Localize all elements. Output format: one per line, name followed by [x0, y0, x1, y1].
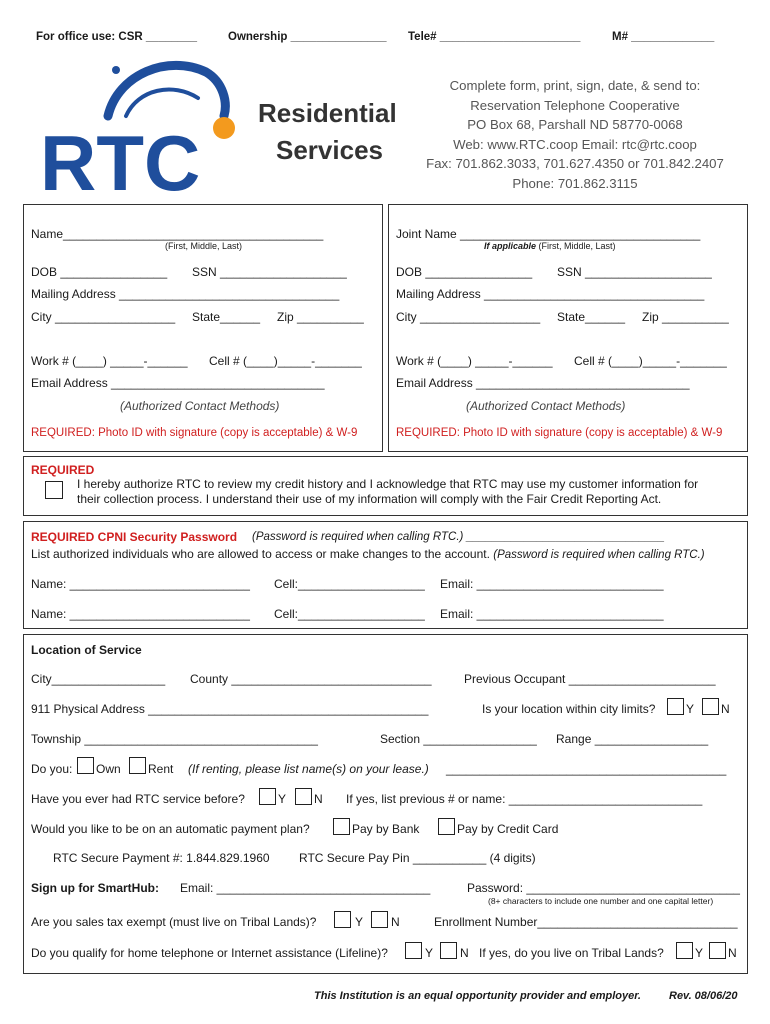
tribal-lands-yes-label: Y	[695, 946, 704, 960]
own-label: Own	[96, 762, 121, 776]
tax-exempt-yes-checkbox[interactable]	[334, 911, 351, 928]
applicant-email-field[interactable]: Email Address ________________________________	[31, 376, 325, 390]
service-heading: Location of Service	[31, 643, 142, 657]
prior-service-yes-label: Y	[278, 792, 287, 806]
equal-opportunity-statement: This Institution is an equal opportunity provider and employer.	[314, 990, 641, 1002]
applicant-city-field[interactable]: City __________________	[31, 310, 176, 324]
prior-service-question: Have you ever had RTC service before?	[31, 792, 245, 806]
contact-line6: Phone: 701.862.3115	[512, 175, 638, 191]
office-tele-field[interactable]: Tele# ______________________	[408, 31, 581, 43]
cpni-heading: REQUIRED CPNI Security Password	[31, 530, 238, 544]
office-csr-field[interactable]: For office use: CSR ________	[36, 31, 198, 43]
credit-text-line1: I hereby authorize RTC to review my credit history and I acknowledge that RTC may use my customer information for	[77, 477, 699, 491]
secure-pay-pin-field[interactable]: RTC Secure Pay Pin ___________ (4 digits)	[299, 851, 536, 865]
lifeline-yes-checkbox[interactable]	[405, 942, 422, 959]
cpni-email-field-1[interactable]: Email: ____________________________	[440, 577, 664, 591]
cpni-name-field-1[interactable]: Name: ___________________________	[31, 577, 250, 591]
pay-by-card-label: Pay by Credit Card	[457, 822, 559, 836]
joint-city-field[interactable]: City __________________	[396, 310, 541, 324]
auto-pay-question: Would you like to be on an automatic payment plan?	[31, 822, 310, 836]
cpni-email-field-2[interactable]: Email: ____________________________	[440, 607, 664, 621]
contact-line4: Web: www.RTC.coop Email: rtc@rtc.coop	[453, 136, 697, 152]
cpni-cell-field-1[interactable]: Cell:___________________	[274, 577, 425, 591]
joint-zip-field[interactable]: Zip __________	[642, 310, 729, 324]
joint-state-field[interactable]: State______	[557, 310, 626, 324]
cpni-name-field-2[interactable]: Name: ___________________________	[31, 607, 250, 621]
joint-ssn-field[interactable]: SSN ___________________	[557, 265, 712, 279]
title-line2: Services	[276, 135, 383, 165]
credit-heading: REQUIRED	[31, 463, 95, 477]
tax-exempt-no-checkbox[interactable]	[371, 911, 388, 928]
office-m-field[interactable]: M# _____________	[612, 31, 715, 43]
contact-line2: Reservation Telephone Cooperative	[470, 97, 680, 113]
tribal-lands-no-label: N	[728, 946, 737, 960]
township-field[interactable]: Township ___________________________________	[31, 732, 318, 746]
revision-date: Rev. 08/06/20	[669, 990, 738, 1002]
smarthub-label: Sign up for SmartHub:	[31, 881, 159, 895]
service-city-field[interactable]: City_________________	[31, 672, 166, 686]
joint-name-hint: If applicable (First, Middle, Last)	[484, 241, 616, 251]
prior-service-yes-checkbox[interactable]	[259, 788, 276, 805]
office-ownership-field[interactable]: Ownership _______________	[228, 31, 387, 43]
joint-cell-field[interactable]: Cell # (____)_____-_______	[574, 354, 727, 368]
applicant-name-field[interactable]: Name_______________________________________	[31, 227, 324, 241]
applicant-zip-field[interactable]: Zip __________	[277, 310, 364, 324]
joint-work-field[interactable]: Work # (____) _____-______	[396, 354, 553, 368]
smarthub-email-field[interactable]: Email: ________________________________	[180, 881, 431, 895]
applicant-cell-field[interactable]: Cell # (____)_____-_______	[209, 354, 362, 368]
rent-note: (If renting, please list name(s) on your lease.)	[188, 762, 429, 776]
prior-service-no-checkbox[interactable]	[295, 788, 312, 805]
tribal-lands-question: If yes, do you live on Tribal Lands?	[479, 946, 664, 960]
secure-payment-number: RTC Secure Payment #: 1.844.829.1960	[53, 851, 270, 865]
city-limits-yes-label: Y	[686, 702, 695, 716]
rtc-logo	[38, 54, 248, 196]
contact-line3: PO Box 68, Parshall ND 58770-0068	[467, 117, 683, 132]
section-field[interactable]: Section _________________	[380, 732, 537, 746]
applicant-dob-field[interactable]: DOB ________________	[31, 265, 168, 279]
do-you-label: Do you:	[31, 762, 73, 776]
prior-service-no-label: N	[314, 792, 323, 806]
rent-checkbox[interactable]	[129, 757, 146, 774]
tax-exempt-no-label: N	[391, 915, 400, 929]
logo-text: RTC	[40, 119, 201, 196]
applicant-authorized-note: (Authorized Contact Methods)	[120, 399, 280, 413]
pay-by-bank-label: Pay by Bank	[352, 822, 420, 836]
tax-exempt-yes-label: Y	[355, 915, 364, 929]
password-hint: (8+ characters to include one number and one capital letter)	[488, 896, 714, 906]
service-county-field[interactable]: County ______________________________	[190, 672, 432, 686]
rent-label: Rent	[148, 762, 174, 776]
credit-authorize-checkbox[interactable]	[45, 481, 63, 499]
applicant-state-field[interactable]: State______	[192, 310, 261, 324]
city-limits-question: Is your location within city limits?	[482, 702, 656, 716]
contact-line5: Fax: 701.862.3033, 701.627.4350 or 701.842.2407	[426, 156, 724, 171]
contact-line1: Complete form, print, sign, date, & send to:	[449, 78, 701, 93]
joint-authorized-note: (Authorized Contact Methods)	[466, 399, 626, 413]
smarthub-password-field[interactable]: Password: ________________________________	[467, 881, 740, 895]
lifeline-no-label: N	[460, 946, 469, 960]
city-limits-yes-checkbox[interactable]	[667, 698, 684, 715]
joint-required-note: REQUIRED: Photo ID with signature (copy is acceptable) & W-9	[396, 427, 723, 439]
previous-number-field[interactable]: If yes, list previous # or name: _____________________________	[346, 792, 703, 806]
city-limits-no-checkbox[interactable]	[702, 698, 719, 715]
applicant-name-hint: (First, Middle, Last)	[165, 241, 243, 251]
applicant-ssn-field[interactable]: SSN ___________________	[192, 265, 347, 279]
physical-address-field[interactable]: 911 Physical Address __________________________________________	[31, 702, 429, 716]
enrollment-number-field[interactable]: Enrollment Number______________________________	[434, 915, 738, 929]
own-checkbox[interactable]	[77, 757, 94, 774]
applicant-work-field[interactable]: Work # (____) _____-______	[31, 354, 188, 368]
joint-name-field[interactable]: Joint Name ____________________________________	[396, 227, 701, 241]
tax-exempt-question: Are you sales tax exempt (must live on Tribal Lands)?	[31, 915, 317, 929]
title-line1: Residential	[258, 98, 397, 128]
tribal-lands-yes-checkbox[interactable]	[676, 942, 693, 959]
cpni-password-field[interactable]: (Password is required when calling RTC.) _______________________________	[252, 531, 665, 543]
previous-occupant-field[interactable]: Previous Occupant ______________________	[464, 672, 716, 686]
lifeline-question: Do you qualify for home telephone or Internet assistance (Lifeline)?	[31, 946, 388, 960]
credit-text-line2: their collection process. I understand their use of my information will comply with the Fair Credit Reporting Act.	[77, 492, 662, 506]
applicant-mailing-field[interactable]: Mailing Address _________________________________	[31, 287, 340, 301]
cpni-cell-field-2[interactable]: Cell:___________________	[274, 607, 425, 621]
lease-names-field[interactable]: __________________________________________	[446, 762, 727, 776]
joint-dob-field[interactable]: DOB ________________	[396, 265, 533, 279]
joint-mailing-field[interactable]: Mailing Address _________________________________	[396, 287, 705, 301]
range-field[interactable]: Range _________________	[556, 732, 709, 746]
city-limits-no-label: N	[721, 702, 730, 716]
lifeline-yes-label: Y	[425, 946, 434, 960]
cpni-list-text: List authorized individuals who are allowed to access or make changes to the account. (Password is required when calling RTC.)	[31, 547, 705, 561]
contact-block	[405, 76, 745, 193]
joint-email-field[interactable]: Email Address ________________________________	[396, 376, 690, 390]
pay-by-bank-checkbox[interactable]	[333, 818, 350, 835]
tribal-lands-no-checkbox[interactable]	[709, 942, 726, 959]
pay-by-card-checkbox[interactable]	[438, 818, 455, 835]
applicant-required-note: REQUIRED: Photo ID with signature (copy is acceptable) & W-9	[31, 427, 358, 439]
lifeline-no-checkbox[interactable]	[440, 942, 457, 959]
